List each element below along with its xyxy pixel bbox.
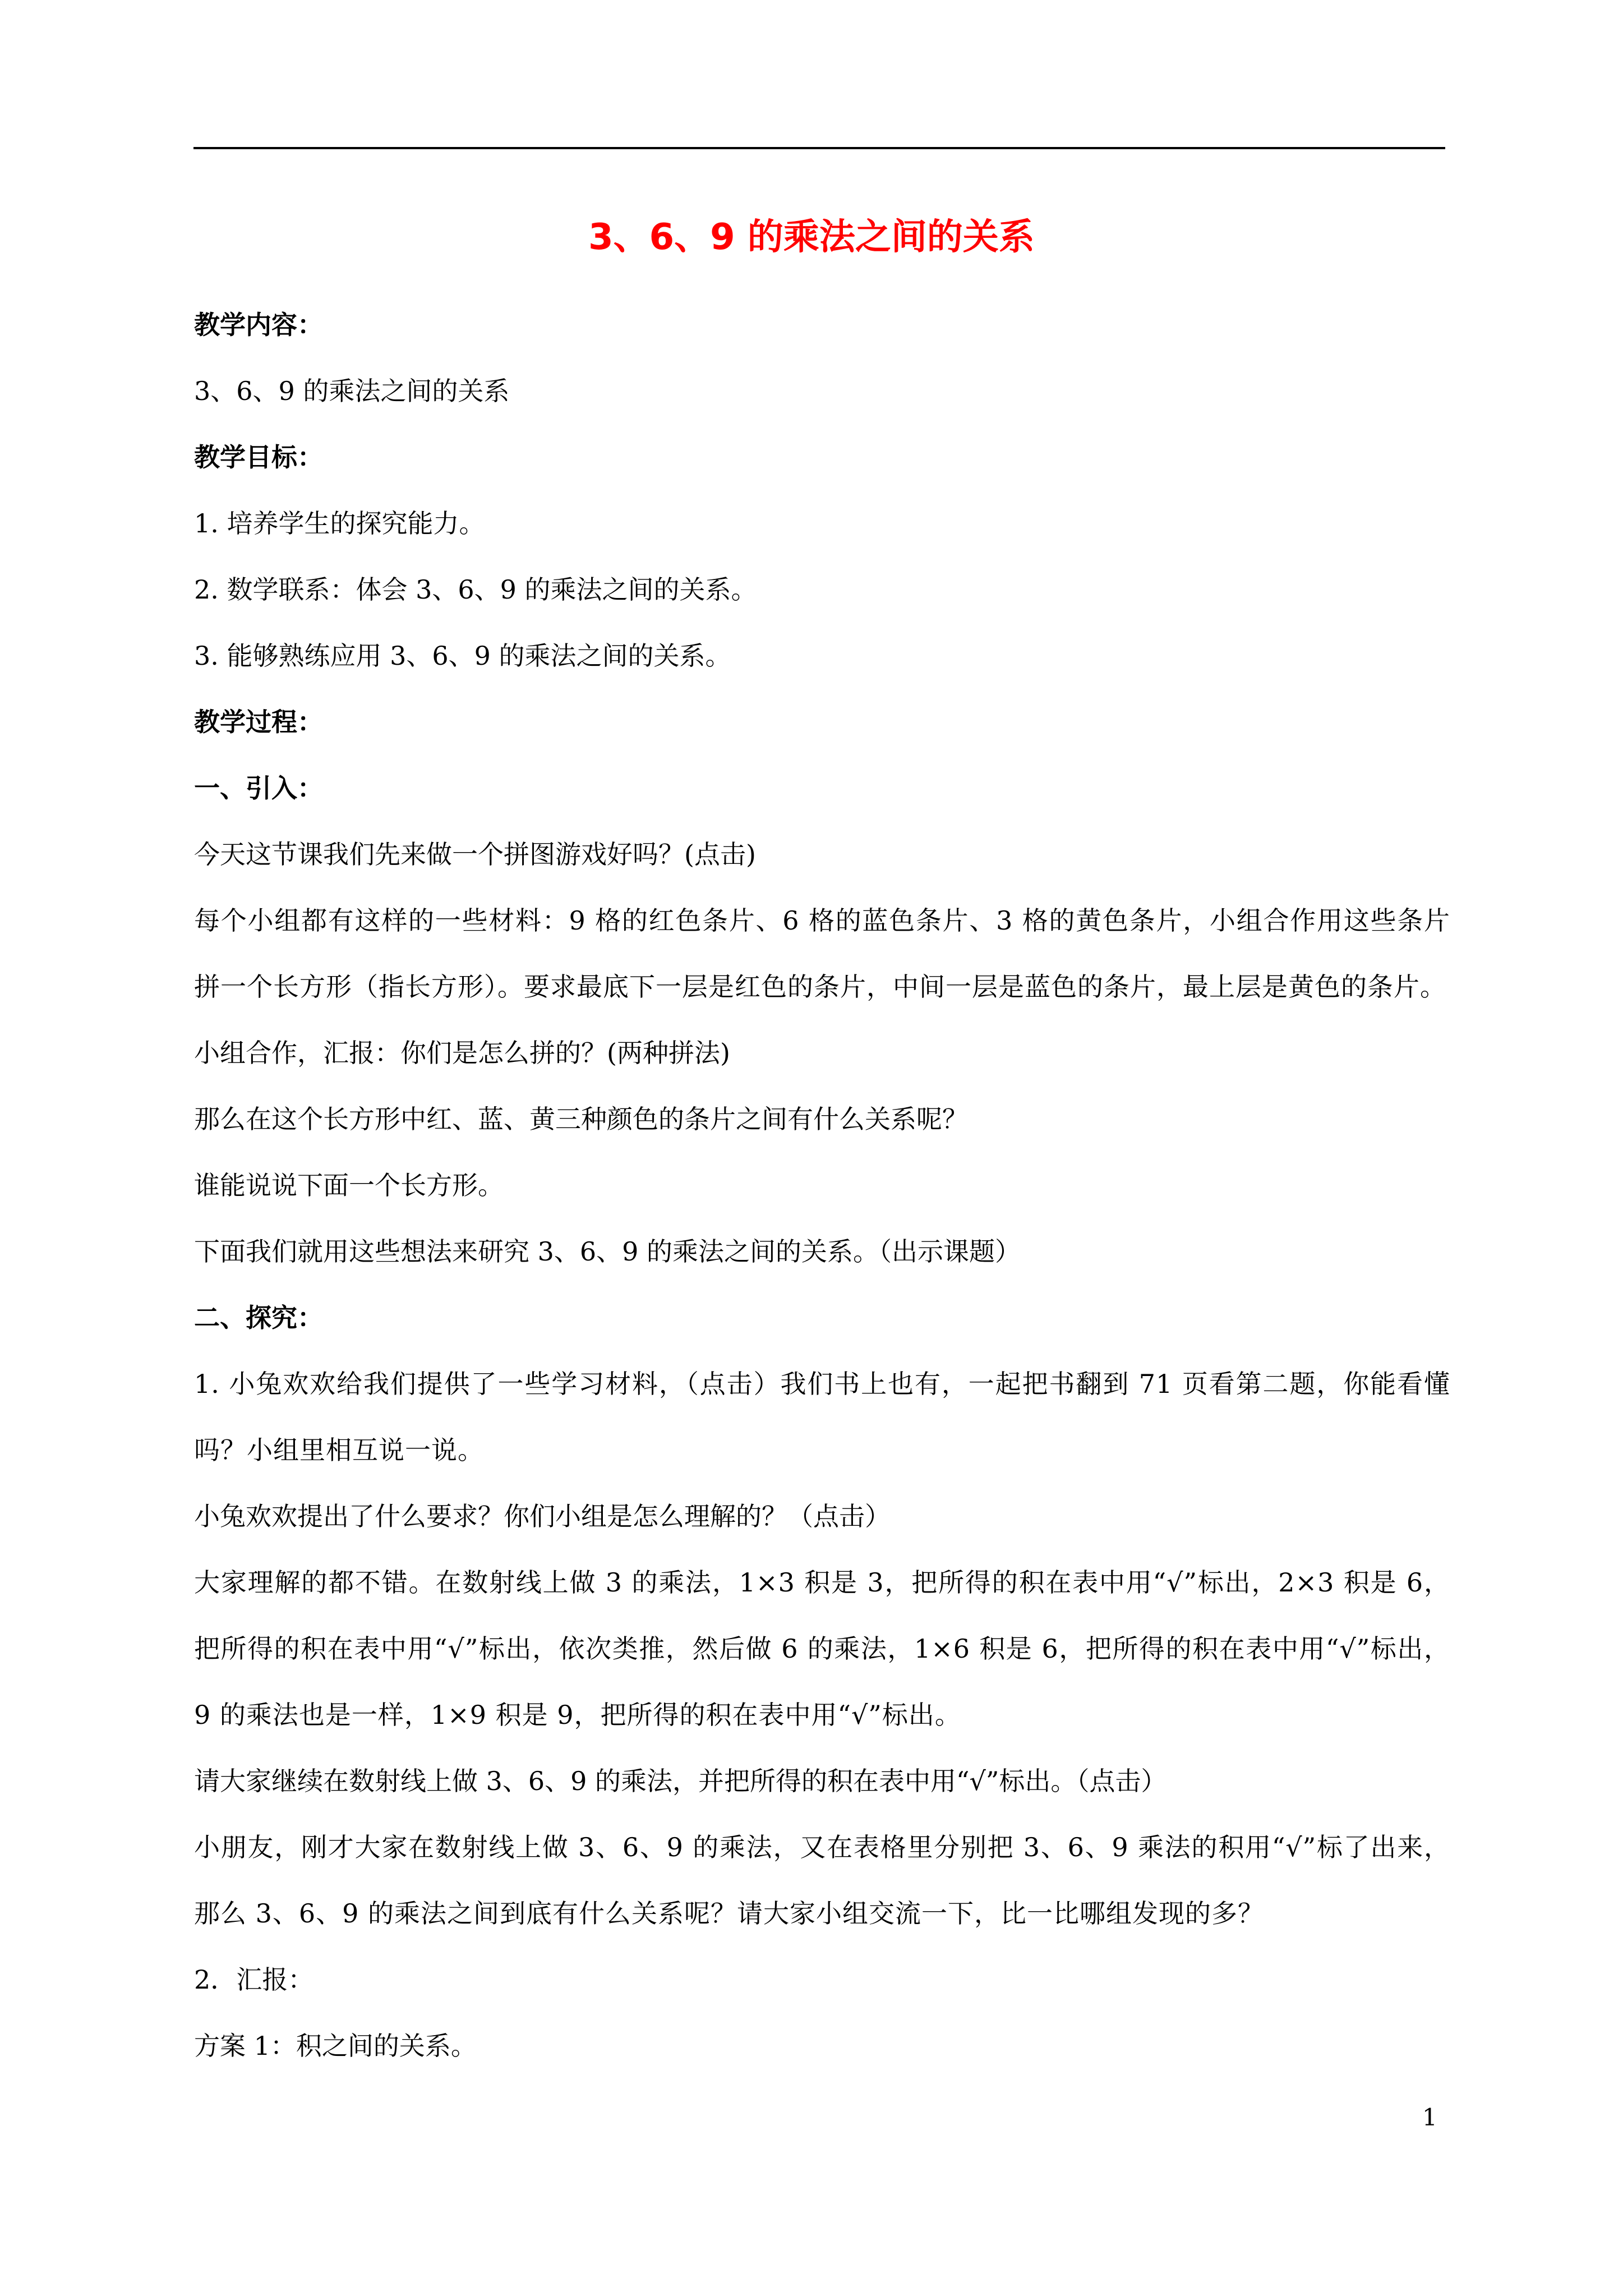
- goal-item: 3. 能够熟练应用 3、6、9 的乘法之间的关系。: [194, 641, 731, 671]
- header-rule: [193, 147, 1445, 149]
- paragraph: 1. 小兔欢欢给我们提供了一些学习材料，（点击）我们书上也有，一起把书翻到 71 页看第二题，你能看懂吗？小组里相互说一说。: [194, 1369, 1450, 1465]
- paragraph: 今天这节课我们先来做一个拼图游戏好吗？(点击): [194, 839, 756, 869]
- paragraph: 2．汇报：: [194, 1964, 314, 1995]
- paragraph: 下面我们就用这些想法来研究 3、6、9 的乘法之间的关系。（出示课题）: [194, 1236, 1021, 1267]
- paragraph: 谁能说说下面一个长方形。: [194, 1170, 504, 1200]
- paragraph: 小组合作，汇报：你们是怎么拼的？(两种拼法): [194, 1038, 730, 1068]
- heading-teaching-content: 教学内容：: [194, 310, 323, 340]
- paragraph: 小朋友，刚才大家在数射线上做 3、6、9 的乘法，又在表格里分别把 3、6、9 乘法的积用“√”标了出来，那么 3、6、9 的乘法之间到底有什么关系呢？请大家小组交流一下，比一比哪组发现的多？: [194, 1832, 1450, 1929]
- page-title: 3、6、9 的乘法之间的关系: [588, 217, 1035, 258]
- paragraph: 方案 1：积之间的关系。: [194, 2031, 477, 2061]
- paragraph: 3、6、9 的乘法之间的关系: [194, 376, 510, 406]
- goal-item: 2. 数学联系：体会 3、6、9 的乘法之间的关系。: [194, 574, 757, 605]
- paragraph: 那么在这个长方形中红、蓝、黄三种颜色的条片之间有什么关系呢？: [194, 1104, 968, 1134]
- document-body: [194, 292, 1450, 2079]
- goal-item: 1. 培养学生的探究能力。: [194, 508, 485, 539]
- heading-exploration: 二、探究：: [194, 1303, 323, 1333]
- heading-teaching-goals: 教学目标：: [194, 442, 323, 472]
- paragraph: 请大家继续在数射线上做 3、6、9 的乘法，并把所得的积在表中用“√”标出。（点击）: [194, 1766, 1167, 1796]
- heading-introduction: 一、引入：: [194, 773, 323, 803]
- heading-teaching-process: 教学过程：: [194, 707, 323, 737]
- paragraph: 小兔欢欢提出了什么要求？你们小组是怎么理解的？（点击）: [194, 1501, 891, 1531]
- paragraph: 每个小组都有这样的一些材料：9 格的红色条片、6 格的蓝色条片、3 格的黄色条片，小组合作用这些条片拼一个长方形（指长方形）。要求最底下一层是红色的条片，中间一层是蓝色的条片，最上层是黄色的条片。: [194, 905, 1450, 1002]
- paragraph: 大家理解的都不错。在数射线上做 3 的乘法，1×3 积是 3，把所得的积在表中用“√”标出，2×3 积是 6，把所得的积在表中用“√”标出，依次类推，然后做 6 的乘法，1×6 积是 6，把所得的积在表中用“√”标出，9 的乘法也是一样，1×9 积是 9，把所得的积在表中用“√”标出。: [194, 1567, 1450, 1730]
- page-number: 1: [1422, 2104, 1437, 2131]
